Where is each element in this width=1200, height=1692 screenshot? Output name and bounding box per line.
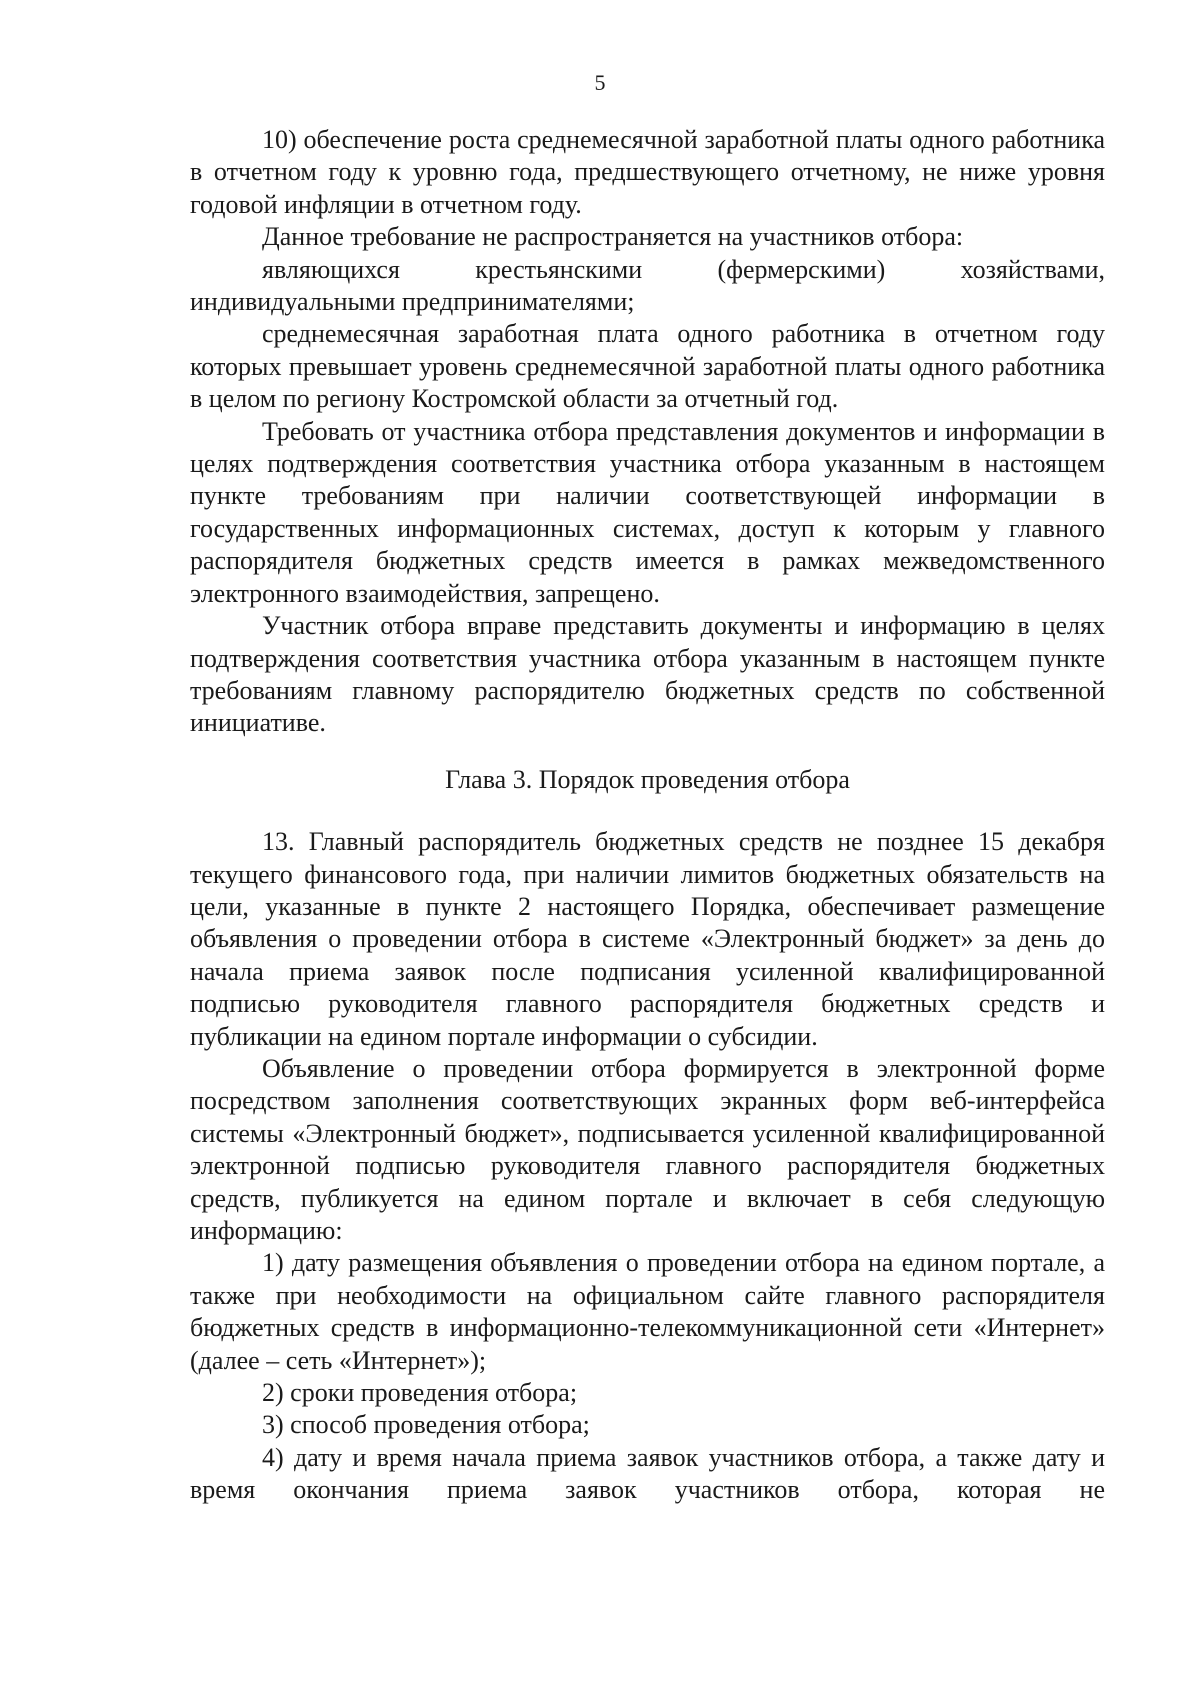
paragraph-participant-right: Участник отбора вправе представить документы и информацию в целях подтверждения соответствия участника отбора указанным в настоящем пункте требованиям главному распорядителю бюджетных средств по собственной инициативе. <box>190 611 1105 738</box>
paragraph-exception-salary: среднемесячная заработная плата одного работника в отчетном году которых превышает уровень среднемесячной заработной платы одного работника в целом по региону Костромской области за отчетный год. <box>190 319 1105 414</box>
document-body <box>190 124 1105 1507</box>
list-item-4: 4) дату и время начала приема заявок участников отбора, а также дату и время окончания приема заявок участников отбора, которая не <box>190 1442 1105 1505</box>
chapter-heading: Глава 3. Порядок проведения отбора <box>445 764 850 794</box>
list-item-1: 1) дату размещения объявления о проведении отбора на едином портале, а также при необходимости на официальном сайте главного распорядителя бюджетных средств в информационно-телекоммуникационной сети «Интернет» (далее – сеть «Интернет»); <box>190 1248 1105 1375</box>
paragraph-announcement-form: Объявление о проведении отбора формируется в электронной форме посредством заполнения соответствующих экранных форм веб-интерфейса системы «Электронный бюджет», подписывается усиленной квалифицированной электронной подписью руководителя главного распорядителя бюджетных средств, публикуется на едином портале и включает в себя следующую информацию: <box>190 1053 1105 1245</box>
page-number: 5 <box>594 70 606 95</box>
paragraph-item-10: 10) обеспечение роста среднемесячной заработной платы одного работника в отчетном году к уровню года, предшествующего отчетному, не ниже уровня годовой инфляции в отчетном году. <box>190 125 1105 219</box>
list-item-2: 2) сроки проведения отбора; <box>262 1378 578 1408</box>
paragraph-documents-prohibited: Требовать от участника отбора представления документов и информации в целях подтверждения соответствия участника отбора указанным в настоящем пункте требованиям при наличии соответствующей информации в государственных информационных системах, доступ к которым у главного распорядителя бюджетных средств имеется в рамках межведомственного электронного взаимодействия, запрещено. <box>190 416 1105 608</box>
paragraph-requirement-exception: Данное требование не распространяется на участников отбора: <box>262 222 964 252</box>
paragraph-exception-farmers: являющихся крестьянскими (фермерскими) хозяйствами, индивидуальными предпринимателями; <box>190 254 1105 317</box>
paragraph-item-13: 13. Главный распорядитель бюджетных средств не позднее 15 декабря текущего финансового года, при наличии лимитов бюджетных обязательств на цели, указанные в пункте 2 настоящего Порядка, обеспечивает размещение объявления о проведении отбора в системе «Электронный бюджет» за день до начала приема заявок после подписания усиленной квалифицированной подписью руководителя главного распорядителя бюджетных средств и публикации на едином портале информации о субсидии. <box>190 827 1105 1051</box>
list-item-3: 3) способ проведения отбора; <box>262 1410 590 1440</box>
